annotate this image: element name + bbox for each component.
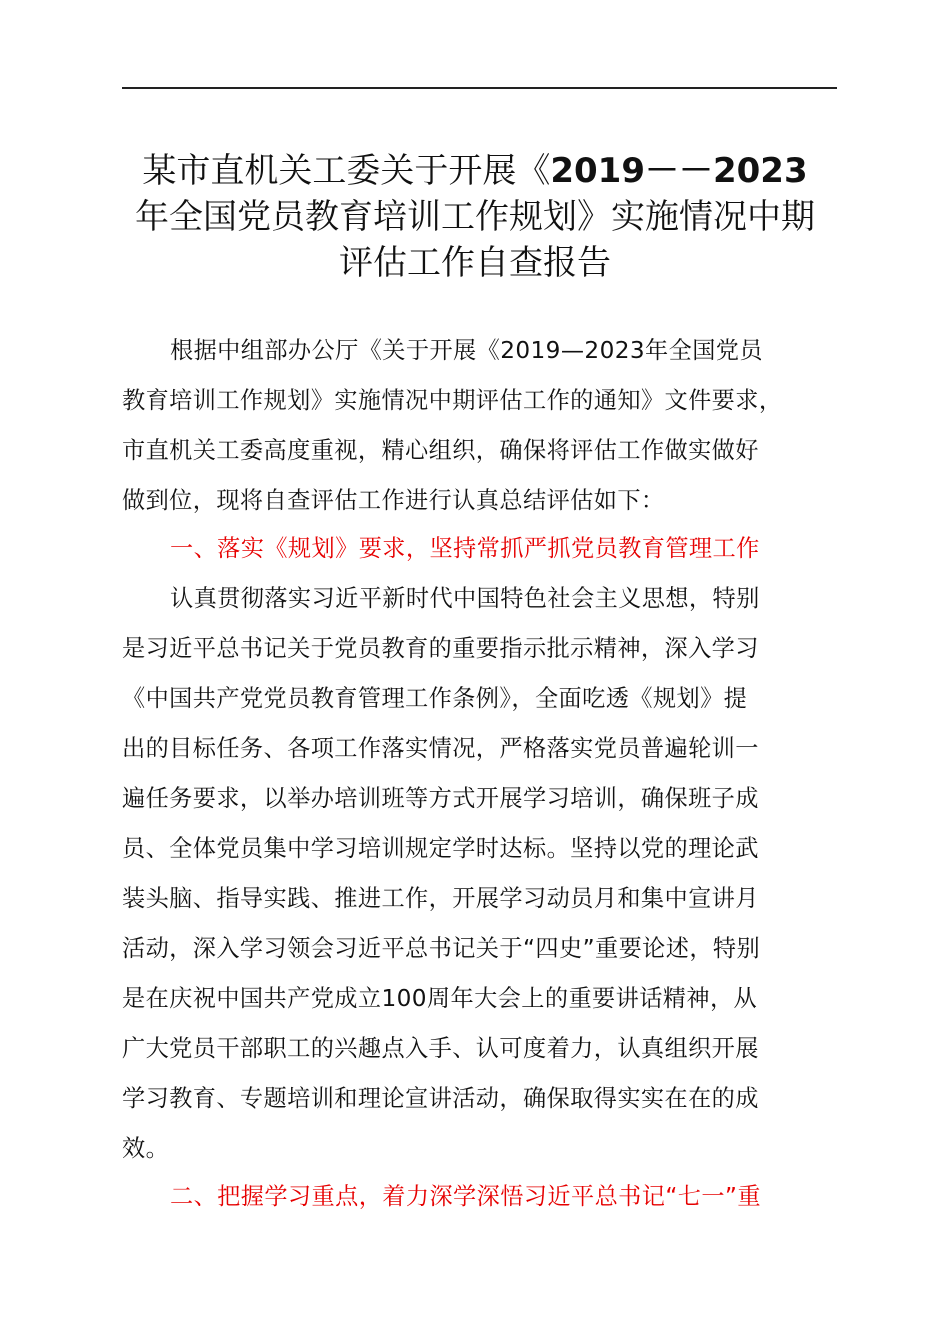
title-line-1: 某市直机关工委关于开展《2019－－2023 <box>142 151 808 191</box>
intro-line: 根据中组部办公厅《关于开展《2019—2023年全国党员 <box>170 337 763 364</box>
title-line-3: 评估工作自查报告 <box>339 243 611 283</box>
section1-line: 效。 <box>122 1135 170 1162</box>
section1-line: 是在庆祝中国共产党成立100周年大会上的重要讲话精神，从 <box>122 985 758 1012</box>
title-line-2: 年全国党员教育培训工作规划》实施情况中期 <box>135 197 815 237</box>
section1-line: 广大党员干部职工的兴趣点入手、认可度着力，认真组织开展 <box>122 1035 759 1062</box>
section-heading-2: 二、把握学习重点，着力深学深悟习近平总书记“七一”重 <box>170 1183 761 1210</box>
section1-line: 遍任务要求，以举办培训班等方式开展学习培训，确保班子成 <box>122 785 759 812</box>
document-title <box>100 148 850 286</box>
section1-line: 《中国共产党党员教育管理工作条例》，全面吃透《规划》提 <box>122 685 748 712</box>
section1-line: 学习教育、专题培训和理论宣讲活动，确保取得实实在在的成 <box>122 1085 759 1112</box>
section1-line: 出的目标任务、各项工作落实情况，严格落实党员普遍轮训一 <box>122 735 759 762</box>
intro-line: 教育培训工作规划》实施情况中期评估工作的通知》文件要求， <box>122 387 783 414</box>
section1-line: 认真贯彻落实习近平新时代中国特色社会主义思想，特别 <box>170 585 760 612</box>
section1-line: 员、全体党员集中学习培训规定学时达标。坚持以党的理论武 <box>122 835 759 862</box>
intro-line: 市直机关工委高度重视，精心组织，确保将评估工作做实做好 <box>122 437 759 464</box>
section1-line: 活动，深入学习领会习近平总书记关于“四史”重要论述，特别 <box>122 935 761 962</box>
intro-line: 做到位，现将自查评估工作进行认真总结评估如下： <box>122 487 665 514</box>
section1-line: 装头脑、指导实践、推进工作，开展学习动员月和集中宣讲月 <box>122 885 759 912</box>
intro-paragraph <box>122 326 838 526</box>
section1-line: 是习近平总书记关于党员教育的重要指示批示精神，深入学习 <box>122 635 759 662</box>
header-rule <box>122 87 837 89</box>
section1-paragraph <box>122 574 838 1174</box>
section-heading-1: 一、落实《规划》要求，坚持常抓严抓党员教育管理工作 <box>170 535 760 562</box>
